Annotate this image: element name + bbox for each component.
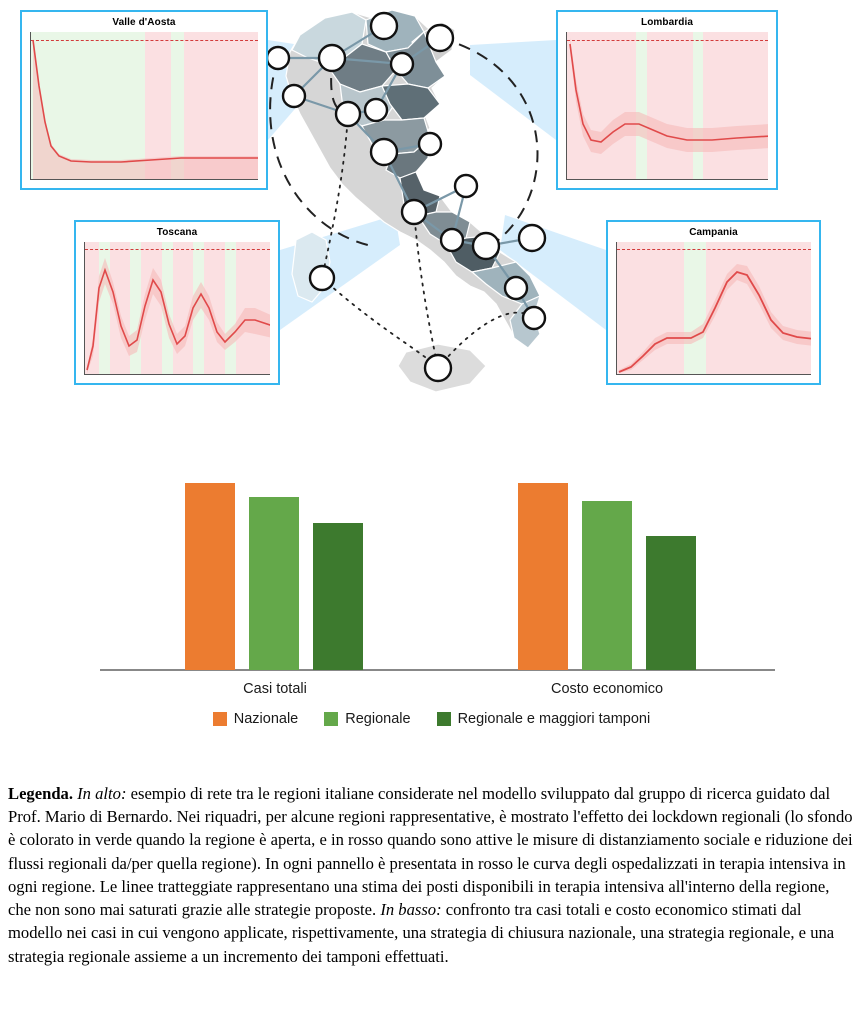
node-toscana (371, 139, 397, 165)
inset-plot-valledaosta (30, 32, 258, 180)
icu-curve (617, 242, 811, 375)
bar-regionale-costo (582, 501, 632, 670)
chart-legend (0, 711, 863, 727)
bar-chart (0, 455, 863, 770)
caption-italic-1: In alto: (77, 784, 127, 803)
caption-text-1: esempio di rete tra le regioni italiane considerate nel modello sviluppato dal gruppo di ricerca guidato dal Prof. Mario di Bernardo. Nei riquadri, per alcune regioni rappresentative, è mostrato l'effetto dei lockdown regionali (lo sfondo è colorato in verde quando la regione è aperta, e in rosso quando sono attive le misure di distanziamento sociale e riduzione dei flussi regionali da/per quella regione). In ogni pannello è presentata in rosso le curva degli ospedalizzati in terapia intensiva in ogni regione. Le linee tratteggiate rappresentano una stima dei posti disponibili in terapia intensiva all'interno della regione, che non sono mai saturati grazie alle strategie proposte. (8, 784, 853, 920)
inset-plot-lombardia (566, 32, 768, 180)
node-campania (473, 233, 499, 259)
bar-regionale-tamponi-costo (646, 536, 696, 670)
caption-text-2: confronto tra casi totali e costo economico stimati dal modello nei casi in cui vengono applicate, rispettivamente, una strategia di chiusura nazionale, una strategia regionale, e una strategia regionale assieme a un incremento dei tamponi effettuati. (8, 900, 835, 966)
inset-plot-campania (616, 242, 811, 375)
legend-label: Nazionale (233, 711, 299, 727)
bar-nazionale-costo (518, 483, 568, 670)
bars-svg (0, 455, 863, 695)
legend-label: Regionale e maggiori tamponi (457, 711, 651, 727)
legend-item-nazionale (213, 711, 299, 727)
bar-regionale-tamponi-casi (313, 523, 363, 670)
inset-title: Lombardia (640, 17, 694, 28)
legend-item-regionale-tamponi (437, 711, 651, 727)
legend-swatch-icon (324, 712, 338, 726)
caption-italic-2: In basso: (380, 900, 442, 920)
inset-title: Campania (689, 227, 738, 238)
node-valledaosta (267, 47, 289, 69)
legend-swatch-icon (437, 712, 451, 726)
inset-title: Valle d'Aosta (112, 17, 176, 28)
caption-lead: Legenda. (8, 784, 73, 803)
legend-swatch-icon (213, 712, 227, 726)
inset-panel-campania (606, 220, 821, 385)
icu-curve (31, 32, 258, 180)
inset-panel-toscana (74, 220, 280, 385)
x-tick-label-casi-totali: Casi totali (243, 681, 307, 697)
legend-item-regionale (324, 711, 410, 727)
node-lombardia (319, 45, 345, 71)
icu-curve (85, 242, 270, 375)
figure-caption (8, 782, 853, 968)
legend-label: Regionale (345, 711, 411, 727)
inset-panel-lombardia (556, 10, 778, 190)
x-tick-label-costo-economico: Costo economico (550, 681, 664, 697)
inset-plot-toscana (84, 242, 270, 375)
bar-regionale-casi (249, 497, 299, 670)
icu-curve (567, 32, 768, 180)
bar-nazionale-casi (185, 483, 235, 670)
inset-title: Toscana (156, 227, 198, 238)
inset-panel-valledaosta (20, 10, 268, 190)
italy-network-map (0, 0, 863, 455)
